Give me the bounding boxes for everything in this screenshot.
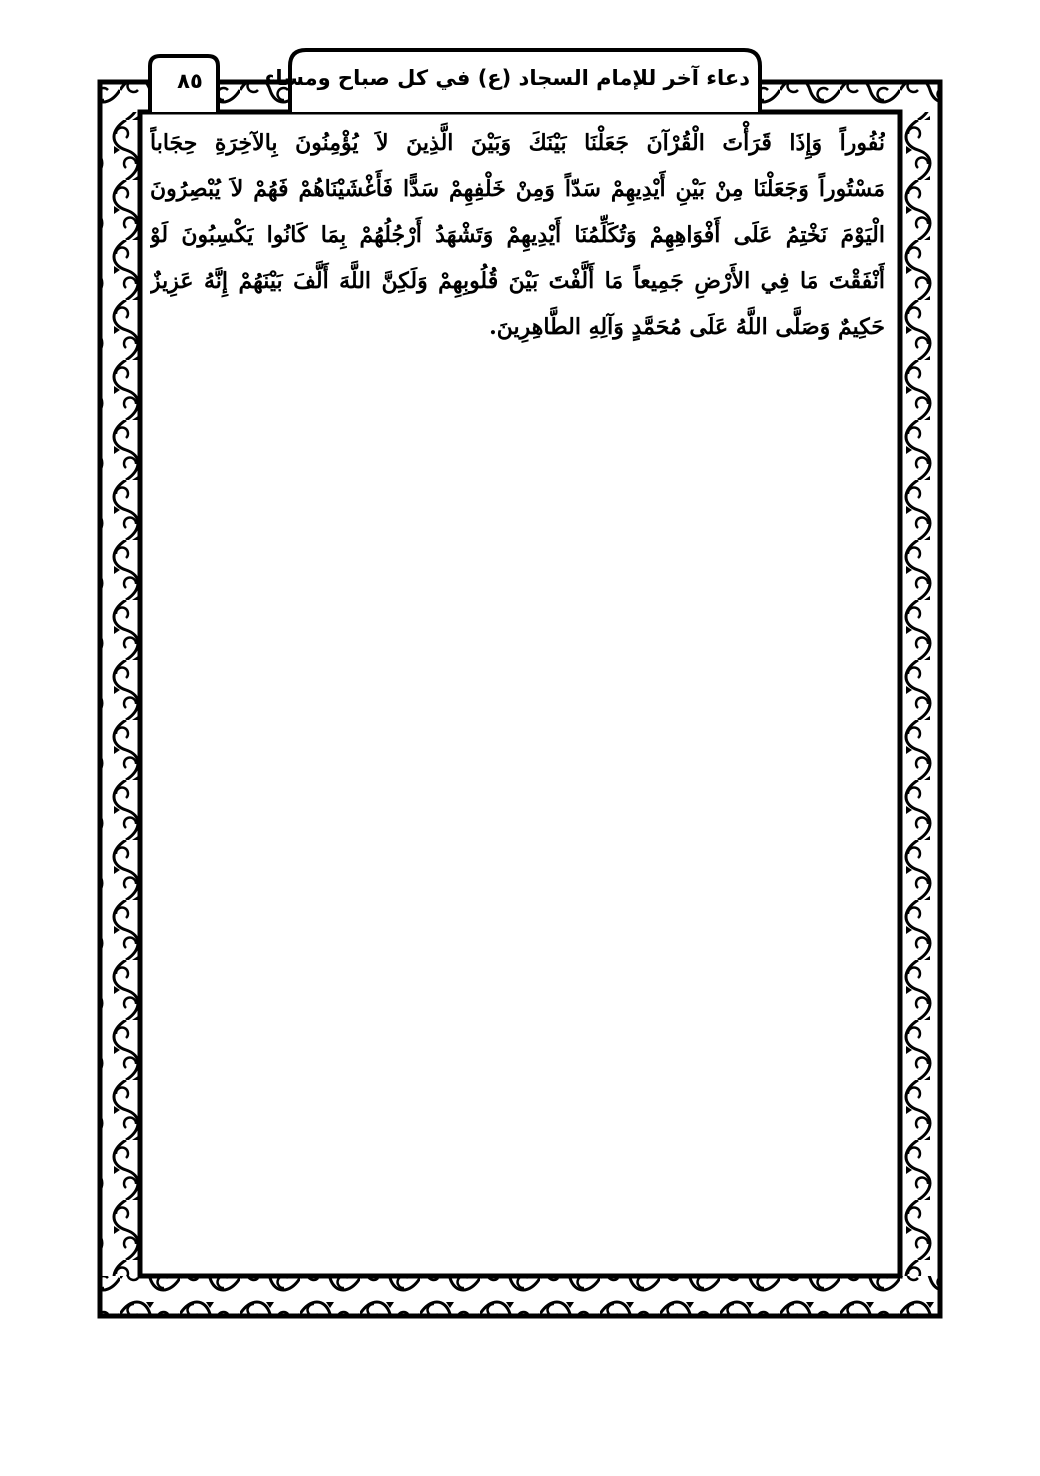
page-header-title: دعاء آخر للإمام السجاد (ع) في كل صباح ومساء (264, 66, 750, 90)
text-line: حَكِيمٌ وَصَلَّى اللَّهُ عَلَى مُحَمَّدٍ وَآلِهِ الطَّاهِرِينَ. (489, 314, 885, 340)
text-line: الْيَوْمَ نَخْتِمُ عَلَى أَفْوَاهِهِمْ وَتُكَلِّمُنَا أَيْدِيهِمْ وَتَشْهَدُ أَرْجُلُهُمْ بِمَا كَانُوا يَكْسِبُونَ لَوْ (150, 222, 885, 248)
prayer-text (150, 120, 885, 350)
text-line: نُفُوراً وَإِذَا قَرَأْتَ الْقُرْآنَ جَعَلْنَا بَيْنَكَ وَبَيْنَ الَّذِينَ لاَ يُؤْمِنُونَ بِالآخِرَةِ حِجَاباً (150, 130, 885, 156)
text-line: مَسْتُوراً وَجَعَلْنَا مِنْ بَيْنِ أَيْدِيهِمْ سَدّاً وَمِنْ خَلْفِهِمْ سَدًّا فَأَغْشَيْنَاهُمْ فَهُمْ لاَ يُبْصِرُونَ (150, 176, 885, 202)
page-number: ٨٥ (177, 69, 203, 93)
text-line: أَنْفَقْتَ مَا فِي الأَرْضِ جَمِيعاً مَا أَلَّفْتَ بَيْنَ قُلُوبِهِمْ وَلَكِنَّ اللَّهَ أَلَّفَ بَيْنَهُمْ إِنَّهُ عَزِيزٌ (150, 268, 885, 294)
